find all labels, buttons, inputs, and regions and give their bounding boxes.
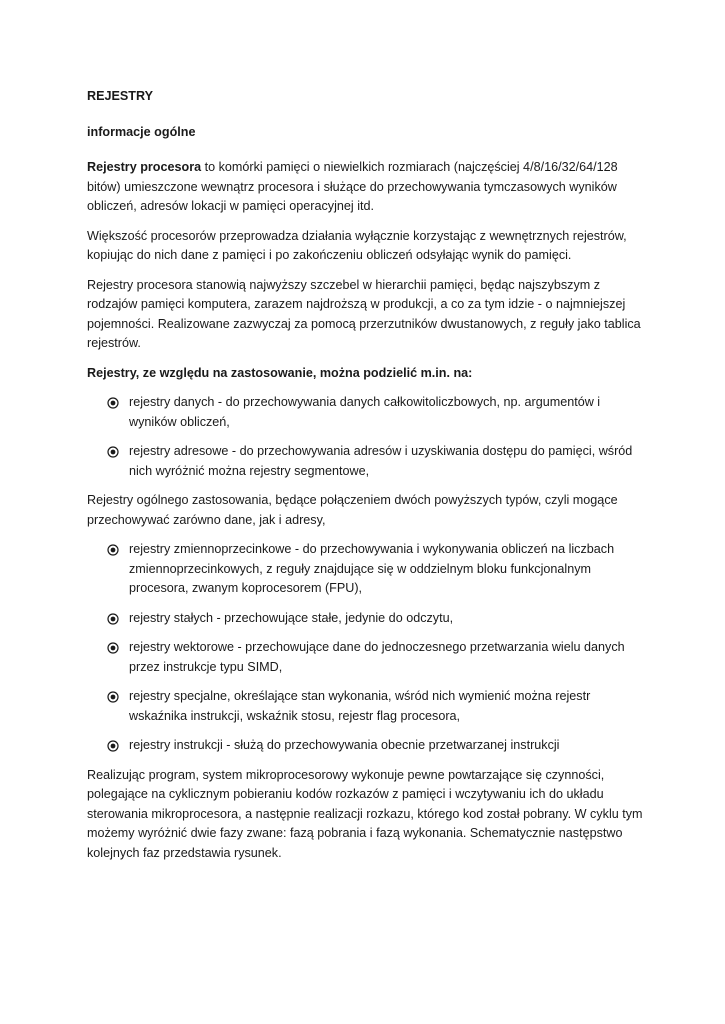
list-item-text: rejestry instrukcji - służą do przechowywania obecnie przetwarzanej instrukcji: [129, 738, 560, 752]
radio-bullet-icon: [107, 642, 119, 654]
list-item-text: rejestry specjalne, określające stan wykonania, wśród nich wymienić można rejestr wskaźnika instrukcji, wskaźnik stosu, rejestr flag procesora,: [129, 689, 591, 723]
list-item-text: rejestry danych - do przechowywania danych całkowitoliczbowych, np. argumentów i wyników obliczeń,: [129, 395, 601, 429]
intro-term: Rejestry procesora: [87, 160, 202, 174]
paragraph-processors: Większość procesorów przeprowadza działania wyłącznie korzystając z wewnętrznych rejestrów, kopiując do nich dane z pamięci i po zakończeniu obliczeń odsyłając wynik do pamięci.: [87, 228, 627, 262]
list-item: [87, 442, 647, 481]
radio-bullet-icon: [107, 613, 119, 625]
list-item: [87, 736, 647, 756]
division-heading: Rejestry, ze względu na zastosowanie, można podzielić m.in. na:: [87, 365, 473, 380]
radio-bullet-icon: [107, 740, 119, 752]
paragraph-general-purpose: Rejestry ogólnego zastosowania, będące połączeniem dwóch powyższych typów, czyli mogące przechowywać zarówno dane, jak i adresy,: [87, 493, 618, 527]
list-item: [87, 687, 647, 726]
register-types-list: [87, 393, 647, 481]
list-item-text: rejestry wektorowe - przechowujące dane do jednoczesnego przetwarzania wielu danych przez instrukcje typu SIMD,: [129, 640, 625, 674]
paragraph-hierarchy: Rejestry procesora stanowią najwyższy szczebel w hierarchii pamięci, będąc najszybszym z rodzajów pamięci komputera, zarazem najdroższą w produkcji, a co za tym idzie - o najmniejszej pojemności. Realizowane zazwyczaj za pomocą przerzutników dwustanowych, z reguły jako tablica rejestrów.: [87, 277, 641, 350]
intro-paragraph: [87, 158, 647, 217]
intro-text: to komórki pamięci o niewielkich rozmiarach (najczęściej 4/8/16/32/64/128 bitów) umieszczone wewnątrz procesora i służące do przechowywania tymczasowych wyników obliczeń, adresów lokacji w pamięci operacyjnej itd.: [87, 160, 618, 213]
list-item-text: rejestry zmiennoprzecinkowe - do przechowywania i wykonywania obliczeń na liczbach zmiennoprzecinkowych, z reguły znajdujące się w oddzielnym bloku funkcjonalnym procesora, zwanym koprocesorem (FPU),: [129, 542, 615, 595]
radio-bullet-icon: [107, 446, 119, 458]
radio-bullet-icon: [107, 397, 119, 409]
list-item-text: rejestry stałych - przechowujące stałe, jedynie do odczytu,: [129, 610, 454, 625]
section-subtitle: informacje ogólne: [87, 124, 196, 139]
radio-bullet-icon: [107, 691, 119, 703]
list-item: [87, 638, 647, 677]
paragraph-execution-cycle: Realizując program, system mikroprocesorowy wykonuje pewne powtarzające się czynności, polegające na cyklicznym pobieraniu kodów rozkazów z pamięci i wczytywaniu ich do układu sterowania mikroprocesora, a następnie realizacji rozkazu, którego kod został pobrany. W cyklu tym możemy wyróżnić dwie fazy zwane: fazą pobrania i fazą wykonania. Schematycznie następstwo kolejnych faz przedstawia rysunek.: [87, 767, 643, 860]
document-page: [87, 87, 647, 873]
list-item-text: rejestry adresowe - do przechowywania adresów i uzyskiwania dostępu do pamięci, wśród nich wyróżnić można rejestry segmentowe,: [129, 444, 633, 478]
list-item: [87, 609, 647, 629]
special-registers-list: [87, 540, 647, 756]
list-item: [87, 393, 647, 432]
document-title: REJESTRY: [87, 89, 154, 103]
radio-bullet-icon: [107, 544, 119, 556]
list-item: [87, 540, 647, 599]
